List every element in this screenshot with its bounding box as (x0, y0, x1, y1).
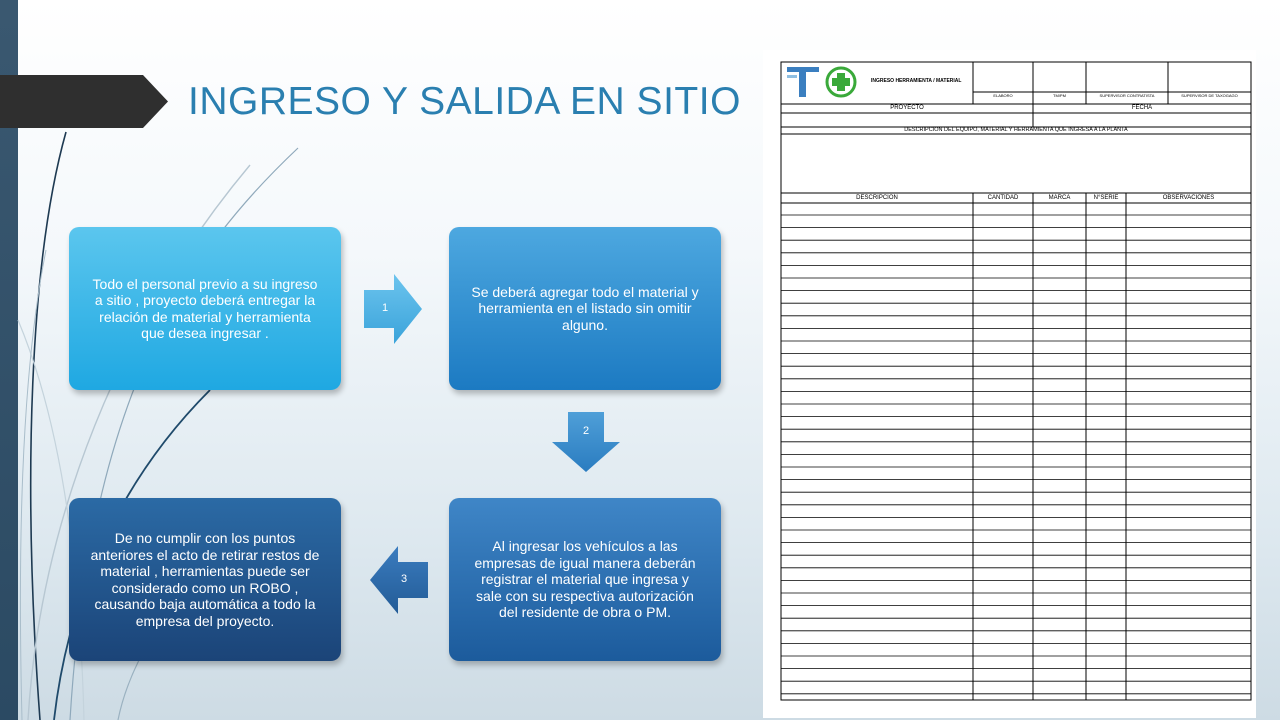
process-step-3 (449, 498, 721, 661)
sign-label-2: TM/PM (1053, 93, 1066, 98)
col-cantidad: CANTIDAD (987, 195, 1019, 201)
sign-label-1: ELABORO (993, 93, 1013, 98)
col-descripcion: DESCRIPCION (856, 195, 898, 201)
fecha-label: FECHA (1131, 105, 1153, 111)
arrow-3-label: 3 (400, 573, 408, 585)
material-entry-form (763, 50, 1256, 718)
process-step-3-text: Al ingresar los vehículos a las empresas de igual manera deberán registrar el material que ingresa y sale con su respectiva autorización del residente de obra o PM. (474, 538, 696, 621)
slide-title: INGRESO Y SALIDA EN SITIO (188, 80, 741, 123)
col-serie: N°SERIE (1093, 195, 1119, 201)
title-tab-shape (0, 75, 168, 128)
arrow-1-label: 1 (381, 302, 389, 314)
green-cross-icon (827, 68, 855, 96)
process-step-4-text: De no cumplir con los puntos anteriores el acto de retirar restos de material , herramientas puede ser considerado como un ROBO , causando baja automática a todo la empresa del proyecto. (90, 530, 320, 629)
sign-label-3: SUPERVISOR CONTRATISTA (1099, 93, 1155, 98)
description-header: DESCRIPCION DEL EQUIPO, MATERIAL Y HERRAMIENTA QUE INGRESA A LA PLANTA (904, 127, 1128, 133)
col-observaciones: OBSERVACIONES (1162, 195, 1215, 201)
form-title: INGRESO HERRAMIENTA / MATERIAL (871, 78, 962, 84)
process-step-1-text: Todo el personal previo a su ingreso a sitio , proyecto deberá entregar la relación de material y herramienta que desea ingresar . (92, 275, 318, 341)
company-logo-icon (787, 67, 819, 97)
arrow-2-label: 2 (582, 425, 590, 437)
arrow-down-icon (552, 412, 620, 472)
form-grid (763, 50, 1256, 718)
process-step-2-text: Se deberá agregar todo el material y herramienta en el listado sin omitir alguno. (471, 283, 699, 333)
process-step-4 (69, 498, 341, 661)
proyecto-label: PROYECTO (890, 105, 924, 111)
process-step-1 (69, 227, 341, 390)
process-step-2 (449, 227, 721, 390)
col-marca: MARCA (1048, 195, 1071, 201)
sign-label-4: SUPERVISOR DE TAXOGAGO (1181, 93, 1238, 98)
